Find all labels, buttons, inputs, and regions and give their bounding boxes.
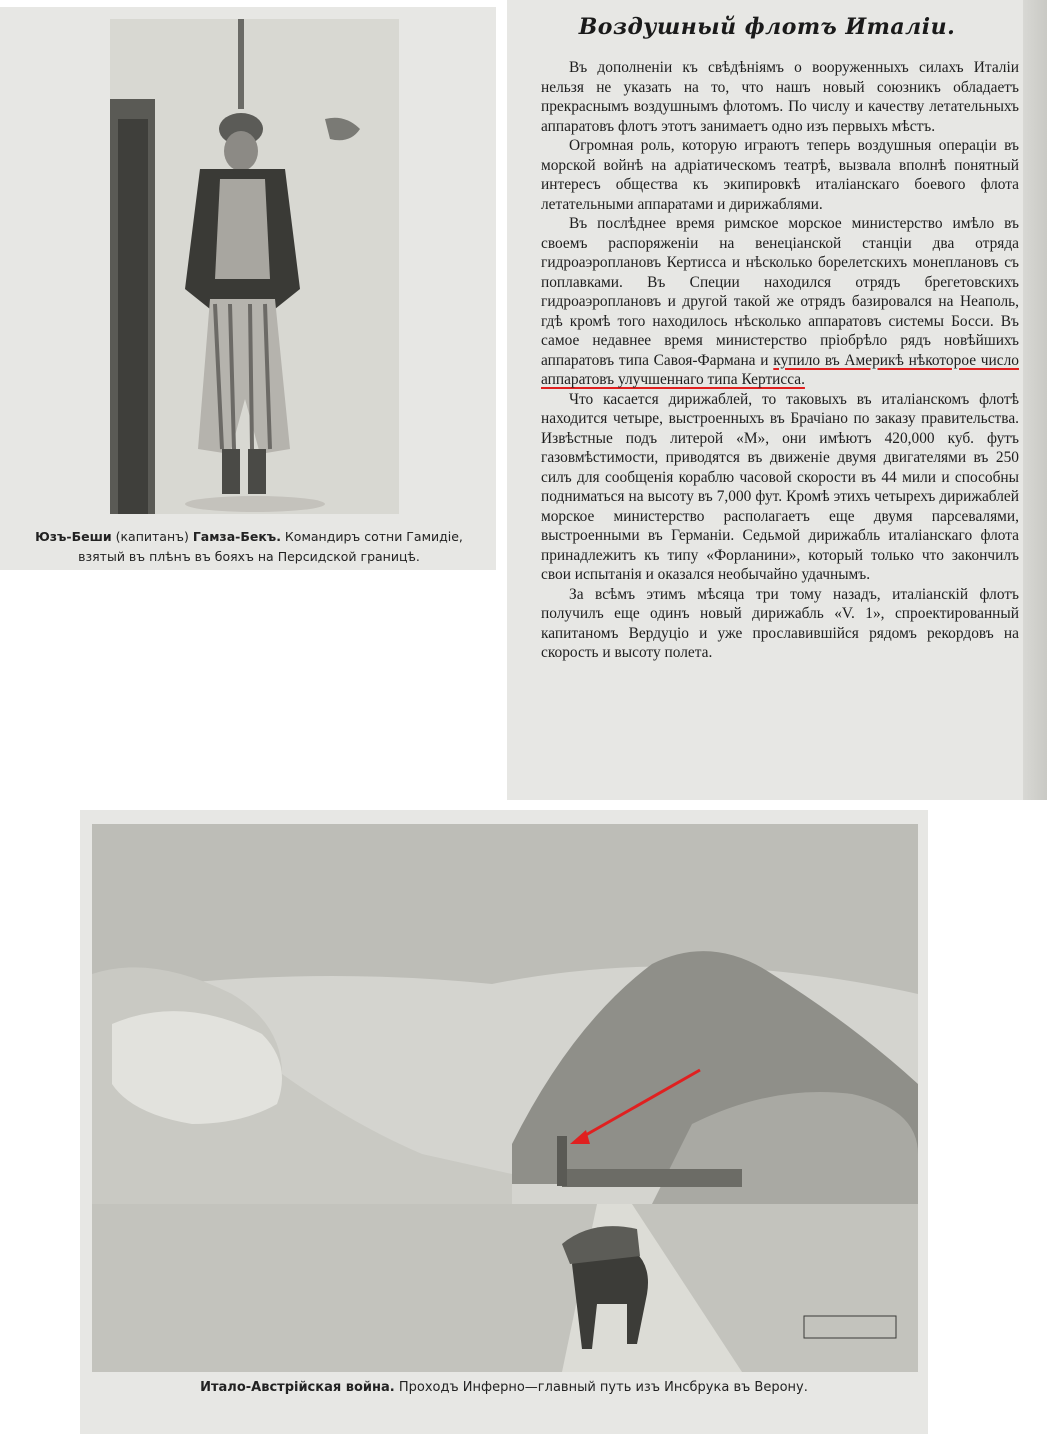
caption-description: Проходъ Инферно—главный путь изъ Инсбрука въ Верону. — [394, 1380, 808, 1395]
paragraph: Огромная роль, которую играютъ теперь воздушныя операціи въ морской войнѣ на адріатическомъ театрѣ, вызвала вполнѣ понятный интересъ общества къ экипировкѣ италіанскаго боевого флота летательными аппаратами и дирижаблями. — [541, 137, 1019, 213]
photo-panel — [0, 7, 496, 570]
paragraph-text: Въ послѣднее время римское морское министерство имѣло въ своемъ распоряженіи на венеціанской станціи два отряда гидроаэроплановъ Кертисса и нѣсколько борелетскихъ монеплановъ съ поплавками. Въ Специи находился отрядъ брегетовскихъ гидроаэроплановъ и другой такой же отрядъ базировался на Неаполь, гдѣ кромѣ того находилось нѣсколько аппаратовъ системы Босси. Въ самое недавнее время министерство пріобрѣло рядъ новѣйшихъ аппаратовъ типа Савоя-Фармана и — [541, 215, 1019, 369]
highlighted-text: купило въ Америкѣ нѣкоторое число аппаратовъ улучшеннаго типа Кертисса. — [541, 351, 1019, 388]
photo-caption — [14, 527, 484, 567]
paragraph: За всѣмъ этимъ мѣсяца три тому назадъ, италіанскій флотъ получилъ еще одинъ новый дирижабль «V. 1», спроектированный капитаномъ Вердуціо и уже прославившійся рядомъ рекордовъ на скорость и высоту полета. — [541, 585, 1019, 661]
caption-description: Командиръ сотни Гамидіе, взятый въ плѣнъ въ бояхъ на Персидской границѣ. — [78, 529, 463, 564]
article-body — [541, 58, 1019, 663]
article-panel — [507, 0, 1047, 800]
caption-person-name: Гамза-Бекъ. — [192, 529, 281, 544]
portrait-illustration — [110, 19, 399, 514]
landscape-illustration — [92, 824, 918, 1372]
caption-rank: Юзъ-Беши — [35, 529, 112, 544]
page-edge — [1023, 0, 1047, 800]
caption-rank-translation: (капитанъ) — [111, 529, 193, 544]
landscape-sketch — [92, 824, 918, 1372]
paragraph — [541, 214, 1019, 390]
paragraph: Что касается дирижаблей, то таковыхъ въ италіанскомъ флотѣ находится четыре, выстроенныхъ въ Брачіано по заказу правительства. Извѣстные подъ литерой «М», они имѣютъ 420,000 куб. футъ газовмѣстимости, приводятся въ движеніе двумя двигателями въ 250 силъ для сообщенія кораблю часовой скорости въ 44 мили и способны подниматься на высоту въ 7,000 фут. Кромѣ этихъ четырехъ дирижаблей морское министерство располагаетъ еще двумя парсевалями, выстроенными въ Германіи. Седьмой дирижабль италіанскаго флота принадлежитъ къ типу «Форланини», который только что закончилъ свои испытанія и оказался необычайно удачнымъ. — [541, 390, 1019, 583]
sketch-panel — [80, 810, 928, 1434]
article-title: Воздушный флотъ Италіи. — [578, 14, 956, 40]
caption-heading: Итало-Австрійская война. — [200, 1380, 395, 1395]
paragraph: Въ дополненіи къ свѣдѣніямъ о вооруженныхъ силахъ Италіи нельзя не указать на то, что нашъ новый союзникъ обладаетъ прекраснымъ воздушнымъ флотомъ. По числу и качеству летательныхъ аппаратовъ флотъ этотъ занимаетъ одно изъ первыхъ мѣстъ. — [541, 59, 1019, 135]
portrait-photo — [110, 19, 399, 514]
sketch-caption — [80, 1380, 928, 1395]
